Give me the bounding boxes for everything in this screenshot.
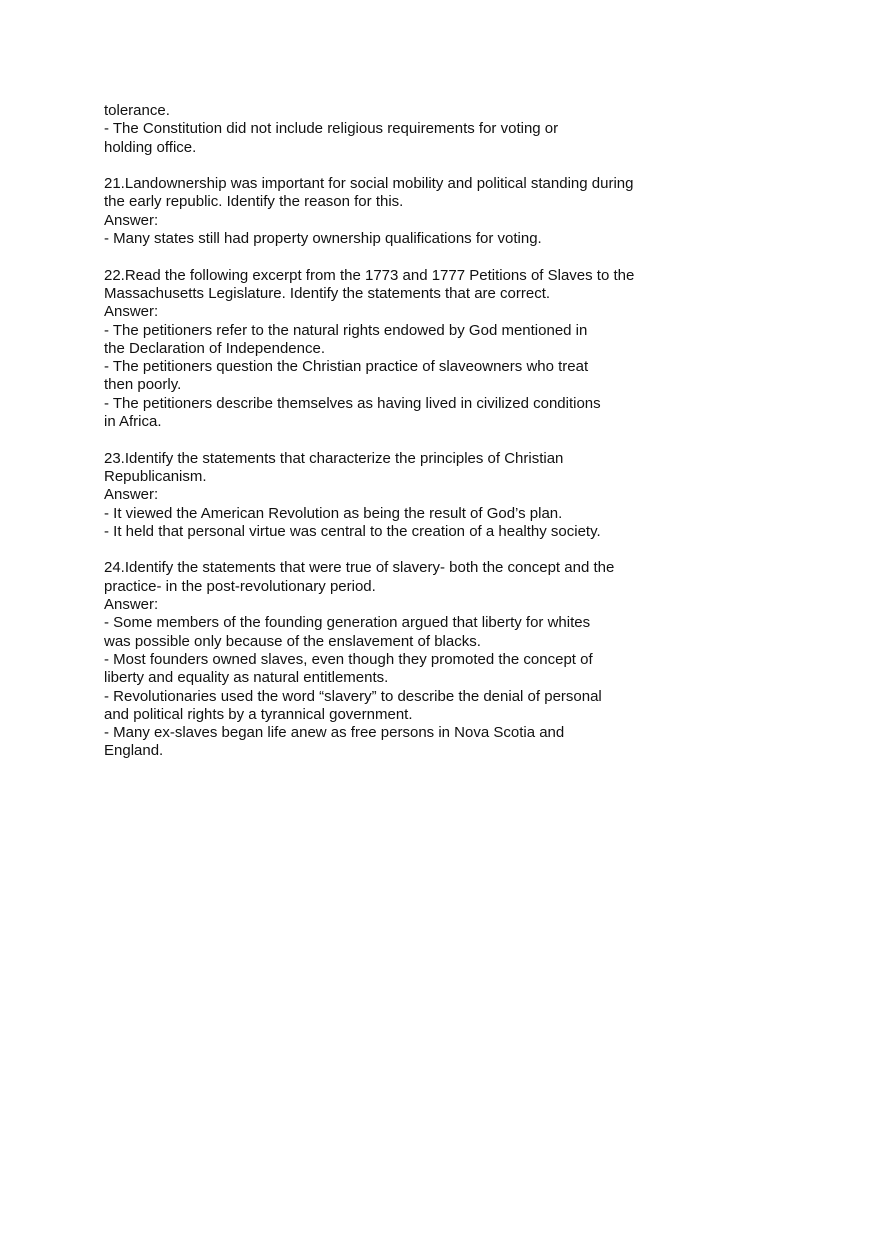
answer-line: liberty and equality as natural entitlements. [104,669,389,687]
document-page [104,102,804,761]
answer-line: - The petitioners question the Christian practice of slaveowners who treat [104,358,589,376]
answer-line: - Most founders owned slaves, even though they promoted the concept of [104,650,593,668]
intro-line: - The Constitution did not include religious requirements for voting or [104,120,559,138]
question-24 [104,559,804,760]
question-text: Massachusetts Legislature. Identify the statements that are correct. [104,284,551,302]
answer-line: and political rights by a tyrannical government. [104,705,413,723]
paragraph-gap [104,157,804,175]
question-22 [104,267,804,432]
question-text: practice- in the post-revolutionary period. [104,577,376,595]
answer-line: - Many states still had property ownership qualifications for voting. [104,230,542,248]
question-text: the early republic. Identify the reason for this. [104,193,404,211]
paragraph-gap [104,541,804,559]
answer-line: - The petitioners refer to the natural rights endowed by God mentioned in [104,321,588,339]
answer-line: the Declaration of Independence. [104,339,325,357]
paragraph-gap [104,431,804,449]
answer-line: - Many ex-slaves began life anew as free persons in Nova Scotia and [104,724,565,742]
answer-line: - It viewed the American Revolution as being the result of God’s plan. [104,504,563,522]
answer-line: - Revolutionaries used the word “slavery” to describe the denial of personal [104,687,602,705]
paragraph-gap [104,248,804,266]
answer-line: in Africa. [104,413,162,431]
answer-line: then poorly. [104,376,182,394]
intro-line: holding office. [104,138,197,156]
answer-line: was possible only because of the enslavement of blacks. [104,632,481,650]
question-text: 21.Landownership was important for social mobility and political standing during [104,175,634,193]
question-21 [104,175,804,248]
question-text: 24.Identify the statements that were true of slavery- both the concept and the [104,559,615,577]
answer-label: Answer: [104,303,159,321]
answer-label: Answer: [104,486,159,504]
answer-line: - Some members of the founding generation argued that liberty for whites [104,614,591,632]
answer-label: Answer: [104,211,159,229]
answer-line: - The petitioners describe themselves as having lived in civilized conditions [104,394,601,412]
question-23 [104,450,804,541]
answer-label: Answer: [104,596,159,614]
intro-line: tolerance. [104,102,170,119]
question-text: 22.Read the following excerpt from the 1773 and 1777 Petitions of Slaves to the [104,266,635,284]
intro-block [104,102,804,157]
question-text: 23.Identify the statements that characterize the principles of Christian [104,449,564,467]
answer-line: England. [104,742,164,760]
question-text: Republicanism. [104,467,207,485]
answer-line: - It held that personal virtue was central to the creation of a healthy society. [104,522,601,540]
